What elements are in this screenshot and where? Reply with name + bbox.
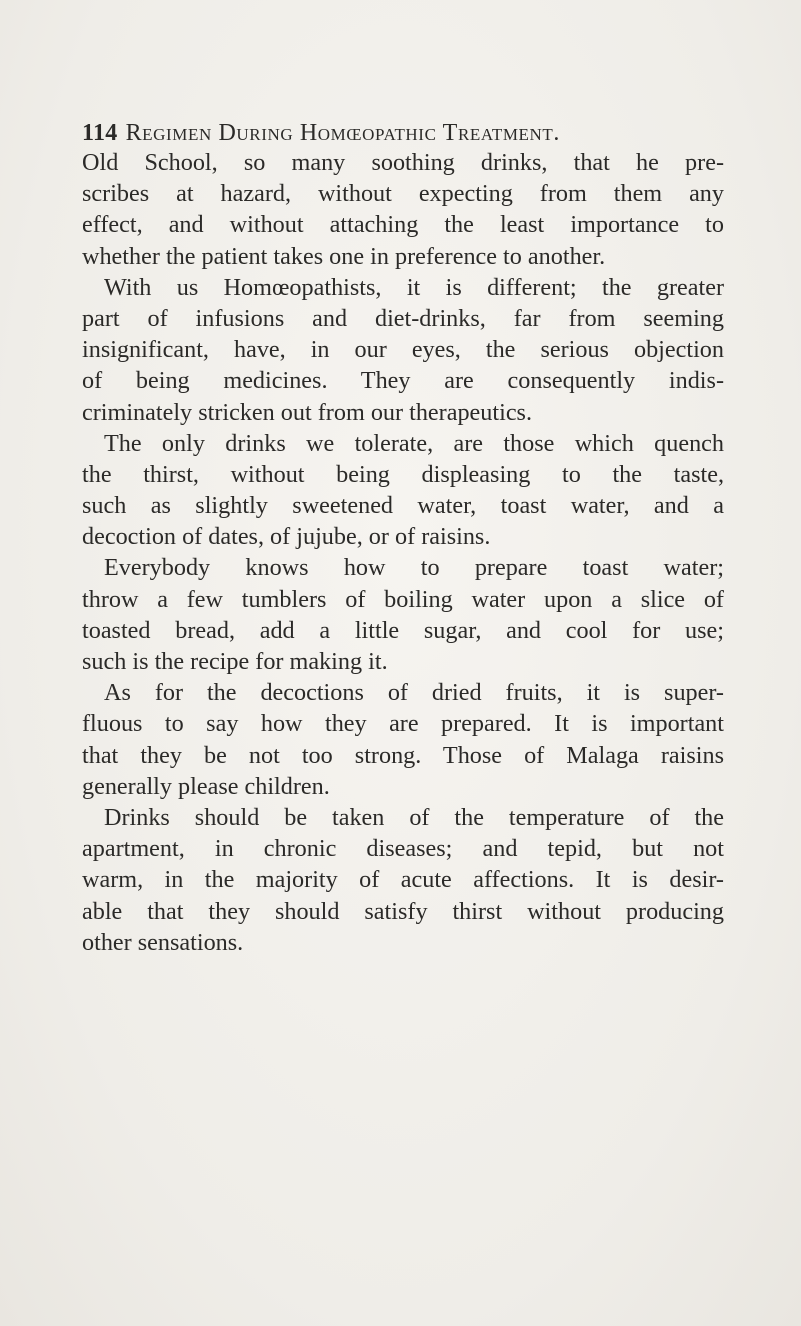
text-line: such as slightly sweetened water, toast water, and a xyxy=(82,492,724,520)
text-line: scribes at hazard, without expecting from them any xyxy=(82,180,724,208)
text-line: insignificant, have, in our eyes, the serious objection xyxy=(82,336,724,364)
text-line: Drinks should be taken of the temperature of the xyxy=(104,803,724,831)
page-header xyxy=(82,118,782,148)
text-line: With us Homœopathists, it is different; the greater xyxy=(104,273,724,301)
text-line: the thirst, without being displeasing to the taste, xyxy=(82,460,724,488)
text-line: Everybody knows how to prepare toast water; xyxy=(104,554,724,582)
text-line: throw a few tumblers of boiling water upon a slice of xyxy=(82,585,724,613)
text-line: effect, and without attaching the least importance to xyxy=(82,211,724,239)
text-line: Old School, so many soothing drinks, that he pre- xyxy=(82,149,724,176)
text-line: warm, in the majority of acute affections. It is desir- xyxy=(82,866,724,894)
running-head: Regimen During Homœopathic Treatment. xyxy=(125,120,560,146)
text-line: toasted bread, add a little sugar, and cool for use; xyxy=(82,616,724,644)
text-line: decoction of dates, of jujube, or of raisins. xyxy=(82,523,491,551)
text-line: that they be not too strong. Those of Malaga raisins xyxy=(82,741,724,769)
text-line: other sensations. xyxy=(82,928,244,956)
text-line: of being medicines. They are consequently indis- xyxy=(82,367,724,395)
body-text xyxy=(82,147,724,958)
text-line: The only drinks we tolerate, are those which quench xyxy=(104,429,724,457)
text-line: fluous to say how they are prepared. It is important xyxy=(82,710,724,738)
text-line: apartment, in chronic diseases; and tepid, but not xyxy=(82,835,724,863)
text-line: criminately stricken out from our therapeutics. xyxy=(82,398,533,426)
text-line: As for the decoctions of dried fruits, it is super- xyxy=(104,679,724,707)
page-number: 114 xyxy=(82,120,118,146)
text-line: such is the recipe for making it. xyxy=(82,648,388,675)
text-line: able that they should satisfy thirst without producing xyxy=(82,897,724,925)
text-line: part of infusions and diet-drinks, far from seeming xyxy=(82,304,724,332)
text-line: whether the patient takes one in preference to another. xyxy=(82,242,606,270)
text-line: generally please children. xyxy=(82,772,330,800)
